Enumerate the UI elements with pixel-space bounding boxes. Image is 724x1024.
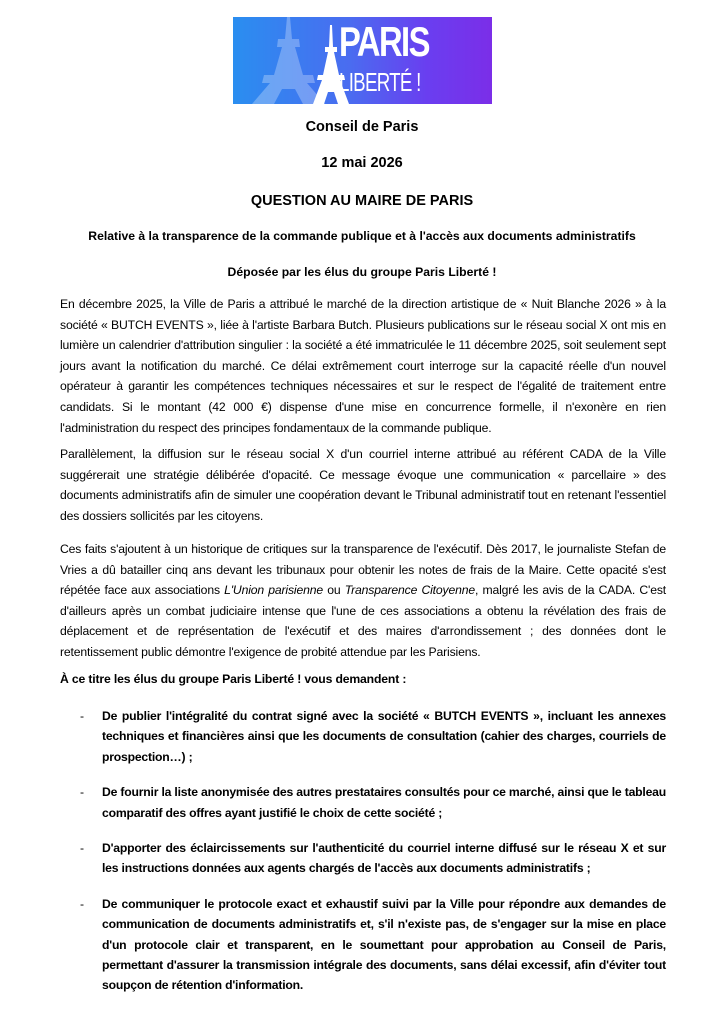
paris-liberte-logo (233, 17, 492, 104)
paragraph-context: En décembre 2025, la Ville de Paris a attribué le marché de la direction artistique de « Nuit Blanche 2026 » à la société « BUTCH EVENTS », liée à l'artiste Barbara Butch. Plusieurs publications sur le réseau social X ont mis en lumière un calendrier d'attribution singulier : la société a été immatriculée le 11 décembre 2025, soit seulement sept jours avant la notification du marché. Ce délai extrêmement court interroge sur la capacité réelle d'un nouvel opérateur à garantir les compétences techniques nécessaires et sur le respect de l'égalité de traitement entre candidats. Si le montant (42 000 €) dispense d'une mise en concurrence formelle, il n'exonère en rien l'administration du respect des principes fondamentaux de la commande publique. (60, 297, 666, 435)
demands-list (60, 706, 666, 1011)
demand-item: - De publier l'intégralité du contrat signé avec la société « BUTCH EVENTS », incluant les annexes techniques et financières ainsi que les documents de consultation (cahier des charges, courriels de prospection…) ; (60, 706, 666, 767)
question-author: Déposée par les élus du groupe Paris Liberté ! (227, 265, 497, 279)
association-union-parisienne: L'Union parisienne (224, 583, 323, 598)
history-text-a: Ces faits s'ajoutent à un historique de critiques sur la transparence de l'exécutif. Dès 2017, le journaliste Stefan de Vries a dû batailler cinq ans devant les tribunaux pour obtenir les notes de frais de la Maire. Cette opacité s'est répétée face aux associations (60, 542, 666, 598)
demand-item: - De fournir la liste anonymisée des autres prestataires consultés pour ce marché, ainsi que le tableau comparatif des offres ayant justifié le choix de cette société ; (60, 782, 666, 823)
demands-intro: À ce titre les élus du groupe Paris Liberté ! vous demandent : (60, 672, 407, 686)
logo-subtitle: LIBERTÉ ! (339, 67, 421, 97)
question-title: QUESTION AU MAIRE DE PARIS (250, 193, 474, 209)
demand-item: - De communiquer le protocole exact et exhaustif suivi par la Ville pour répondre aux demandes de communication de documents administratifs et, s'il n'existe pas, de s'engager sur la mise en place d'un protocole clair et transparent, en le soumettant pour approbation au Conseil de Paris, permettant d'assurer la transmission intégrale des documents, sans délai excessif, afin d'éviter tout soupçon de rétention d'information. (60, 894, 666, 996)
history-text-b: ou (323, 583, 345, 598)
session-date: 12 mai 2026 (321, 155, 403, 171)
history-text-c: , malgré les avis de la CADA. C'est d'ailleurs après un combat judiciaire intense que l'une de ces associations a obtenu la révélation des frais de déplacement et de représentation de l'exécutif et des maires d'arrondissement ; des données dont le retentissement public démontre l'exigence de probité attendue par les Parisiens. (60, 583, 666, 659)
logo-title: PARIS (339, 18, 429, 65)
association-transparence-citoyenne: Transparence Citoyenne (344, 583, 475, 598)
demand-item: - D'apporter des éclaircissements sur l'authenticité du courriel interne diffusé sur le réseau X et sur les instructions données aux agents chargés de l'accès aux documents administratifs ; (60, 838, 666, 879)
paragraph-email: Parallèlement, la diffusion sur le réseau social X d'un courriel interne attribué au référent CADA de la Ville suggérerait une stratégie délibérée d'opacité. Ce message évoque une communication « parcellaire » des documents administratifs afin de simuler une coopération devant le Tribunal administratif tout en retenant l'essentiel des dossiers sollicités par les citoyens. (60, 447, 666, 523)
question-subject: Relative à la transparence de la commande publique et à l'accès aux documents administratifs (88, 229, 636, 243)
council-name: Conseil de Paris (305, 119, 419, 135)
paragraph-history (60, 539, 666, 663)
